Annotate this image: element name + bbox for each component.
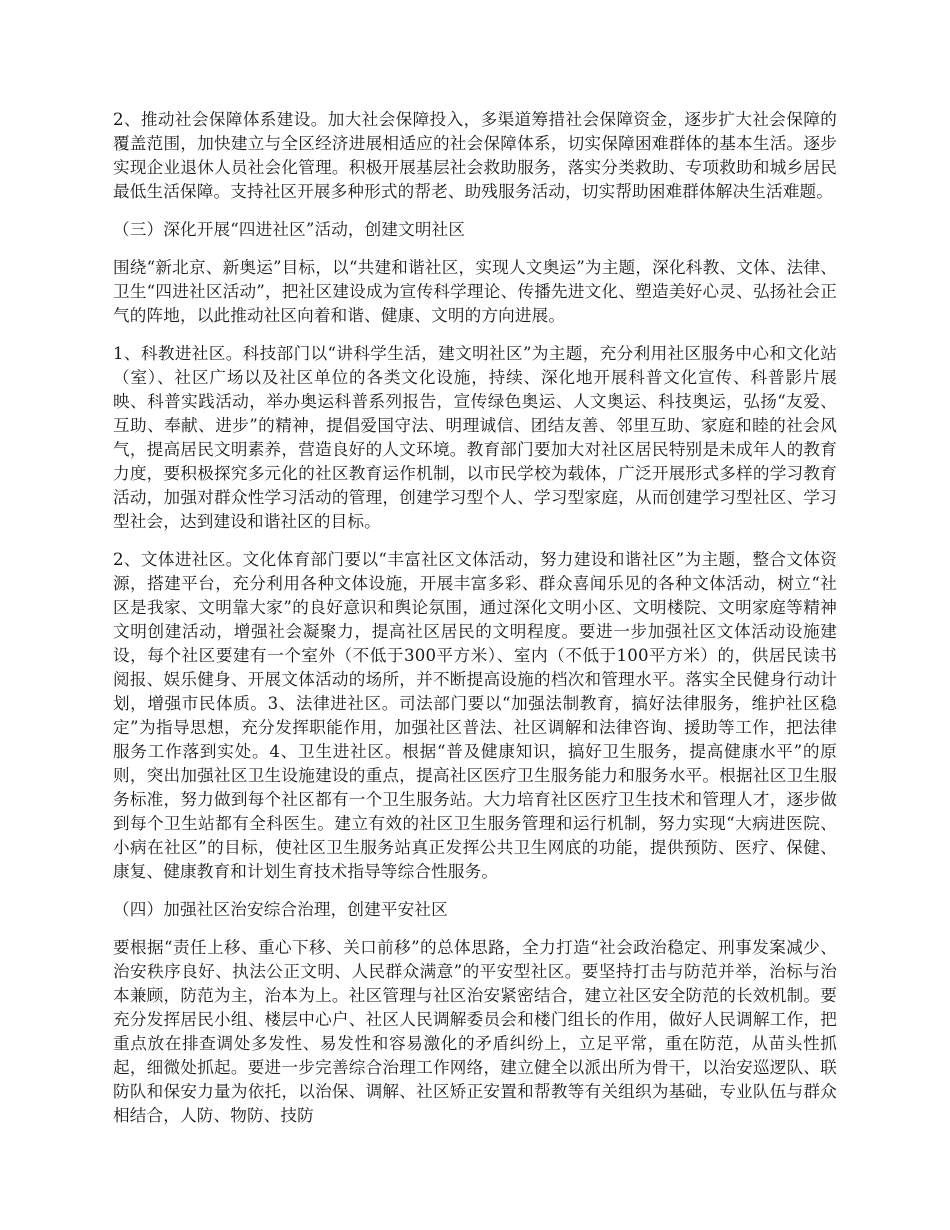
paragraph-science-education: 1、科教进社区。科技部门以“讲科学生活，建文明社区”为主题，充分利用社区服务中心和文化站（室）、社区广场以及社区单位的各类文化设施，持续、深化地开展科普文化宣传、科普影片展映、科普实践活动，举办奥运科普系列报告，宣传绿色奥运、人文奥运、科技奥运，弘扬“友爱、互助、奉献、进步”的精神，提倡爱国守法、明理诚信、团结友善、邻里互助、家庭和睦的社会风气，提高居民文明素养，营造良好的人文环境。教育部门要加大对社区居民特别是未成年人的教育力度，要积极探究多元化的社区教育运作机制，以市民学校为载体，广泛开展形式多样的学习教育活动，加强对群众性学习活动的管理，创建学习型个人、学习型家庭，从而创建学习型社区、学习型社会，达到建设和谐社区的目标。	[113, 344, 837, 531]
section-heading-four: （四）加强社区治安综合治理，创建平安社区	[113, 900, 448, 919]
paragraph-culture-sports: 2、文体进社区。文化体育部门要以“丰富社区文体活动，努力建设和谐社区”为主题，整合文体资源，搭建平台，充分利用各种文体设施，开展丰富多彩、群众喜闻乐见的各种文体活动，树立“社区是我家、文明靠大家”的良好意识和舆论氛围，通过深化文明小区、文明楼院、文明家庭等精神文明创建活动，增强社会凝聚力，提高社区居民的文明程度。要进一步加强社区文体活动设施建设，每个社区要建有一个室外（不低于300平方米）、室内（不低于100平方米）的，供居民读书阅报、娱乐健身、开展文体活动的场所，并不断提高设施的档次和管理水平。落实全民健身行动计划，增强市民体质。3、法律进社区。司法部门要以“加强法制教育，搞好法律服务，维护社区稳定”为指导思想，充分发挥职能作用，加强社区普法、社区调解和法律咨询、援助等工作，把法律服务工作落到实处。4、卫生进社区。根据“普及健康知识，搞好卫生服务，提高健康水平”的原则，突出加强社区卫生设施建设的重点，提高社区医疗卫生服务能力和服务水平。根据社区卫生服务标准，努力做到每个社区都有一个卫生服务站。大力培育社区医疗卫生技术和管理人才，逐步做到每个卫生站都有全科医生。建立有效的社区卫生服务管理和运行机制，努力实现“大病进医院、小病在社区”的目标，使社区卫生服务站真正发挥公共卫生网底的功能，提供预防、医疗、保健、康复、健康教育和计划生育技术指导等综合性服务。	[113, 550, 837, 881]
paragraph-public-security: 要根据“责任上移、重心下移、关口前移”的总体思路，全力打造“社会政治稳定、刑事发案减少、治安秩序良好、执法公正文明、人民群众满意”的平安型社区。要坚持打击与防范并举，治标与治本兼顾，防范为主，治本为上。社区管理与社区治安紧密结合，建立社区安全防范的长效机制。要充分发挥居民小组、楼层中心户、社区人民调解委员会和楼门组长的作用，做好人民调解工作，把重点放在排查调处多发性、易发性和容易激化的矛盾纠纷上，立足平常，重在防范，从苗头性抓起，细微处抓起。要进一步完善综合治理工作网络，建立健全以派出所为骨干，以治安巡逻队、联防队和保安力量为依托，以治保、调解、社区矫正安置和帮教等有关组织为基础，专业队伍与群众相结合，人防、物防、技防	[113, 938, 837, 1125]
paragraph-social-security: 2、推动社会保障体系建设。加大社会保障投入，多渠道筹措社会保障资金，逐步扩大社会保障的覆盖范围，加快建立与全区经济进展相适应的社会保障体系，切实保障困难群体的基本生活。逐步实现企业退休人员社会化管理。积极开展基层社会救助服务，落实分类救助、专项救助和城乡居民最低生活保障。支持社区开展多种形式的帮老、助残服务活动，切实帮助困难群体解决生活难题。	[113, 110, 837, 201]
document-page	[113, 108, 837, 1142]
paragraph-four-into-community: 围绕“新北京、新奥运”目标，以“共建和谐社区，实现人文奥运”为主题，深化科教、文体、法律、卫生“四进社区活动”，把社区建设成为宣传科学理论、传播先进文化、塑造美好心灵、弘扬社会正气的阵地，以此推动社区向着和谐、健康、文明的方向进展。	[113, 258, 837, 325]
section-heading-three: （三）深化开展“四进社区”活动，创建文明社区	[113, 220, 466, 239]
